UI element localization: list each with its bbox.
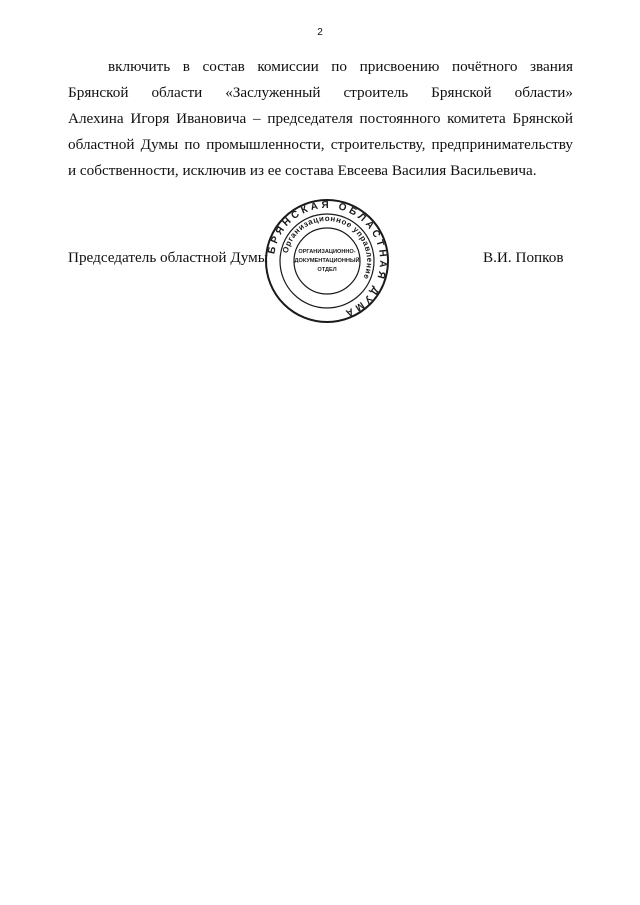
stamp-ring-text: Организационное управление [280, 213, 375, 281]
stamp-center-line-1: ОРГАНИЗАЦИОННО- [298, 249, 356, 255]
paragraph-line: и собственности, исключив из ее состава Евсеева Василия Васильевича. [68, 162, 537, 179]
paragraph-line: областной Думы по промышленности, строительству, предпринимательству [68, 136, 573, 153]
page-number: 2 [317, 27, 323, 38]
official-stamp [264, 198, 390, 324]
stamp-center-line-2: ДОКУМЕНТАЦИОННЫЙ [294, 258, 360, 264]
paragraph-line: включить в состав комиссии по присвоению почётного звания [108, 58, 573, 75]
signature-role: Председатель областной Думы [68, 249, 268, 266]
signature-name: В.И. Попков [483, 249, 564, 266]
stamp-center-line-3: ОТДЕЛ [317, 267, 337, 273]
paragraph-line: Брянской области «Заслуженный строитель Брянской области» [68, 84, 573, 101]
paragraph-line: Алехина Игоря Ивановича – председателя постоянного комитета Брянской [68, 110, 573, 127]
stamp-outer-text: БРЯНСКАЯ ОБЛАСТНАЯ ДУМА [266, 199, 389, 320]
